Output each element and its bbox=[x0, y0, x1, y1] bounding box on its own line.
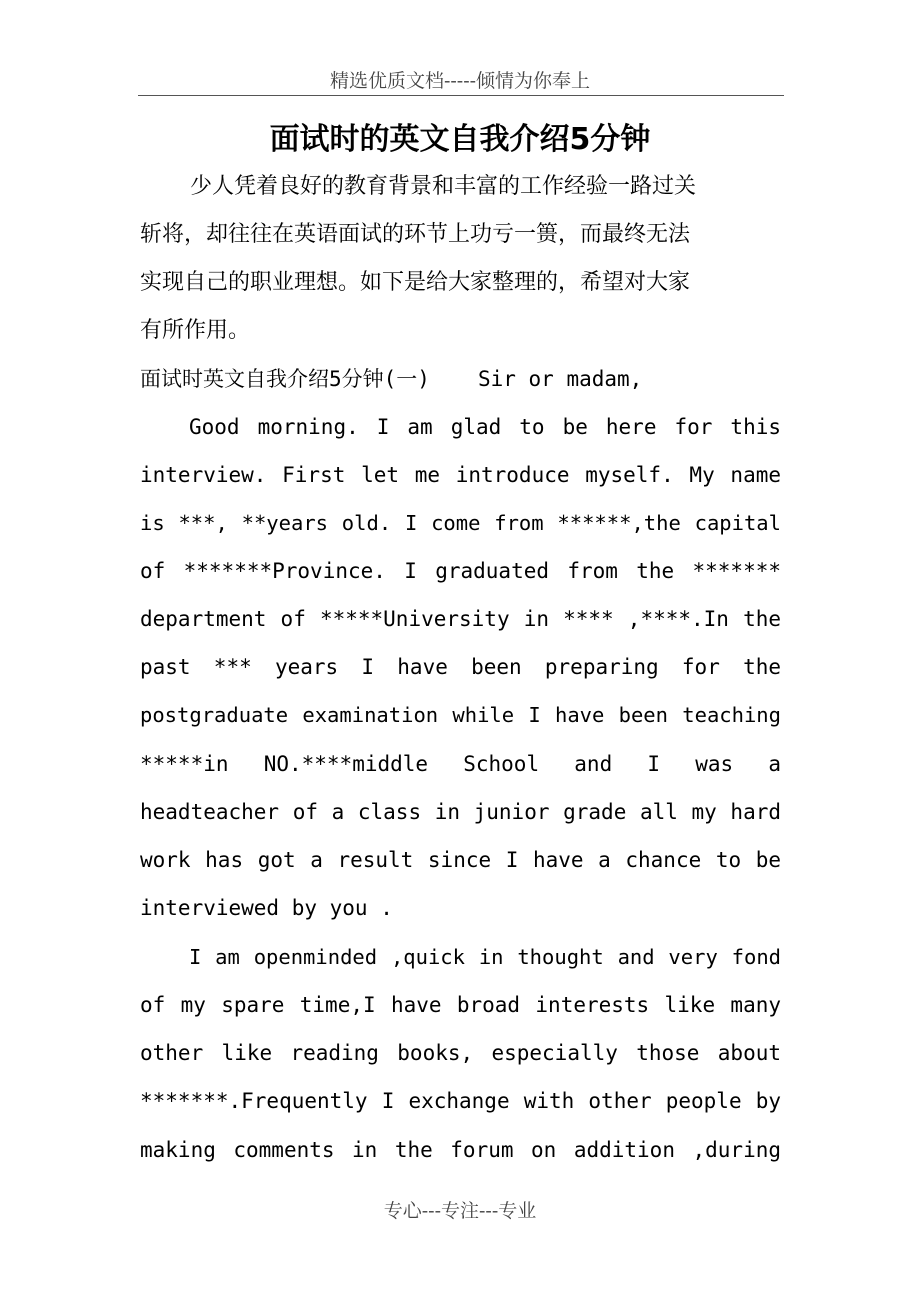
salutation: Sir or madam, bbox=[477, 367, 643, 391]
page-header: 精选优质文档-----倾情为你奉上 bbox=[329, 70, 591, 92]
paragraph2-line: I am openminded ,quick in thought and very fond bbox=[189, 945, 781, 969]
paragraph2-line: other like reading books, especially those about bbox=[140, 1041, 781, 1065]
paragraph1-line: postgraduate examination while I have been teaching bbox=[140, 703, 781, 727]
page-footer: 专心---专注---专业 bbox=[383, 1200, 537, 1222]
paragraph1-line: is ***, **years old. I come from ******,the capital bbox=[140, 511, 781, 535]
intro-line: 有所作用。 bbox=[140, 318, 251, 343]
paragraph1-line: work has got a result since I have a chance to be bbox=[140, 848, 781, 872]
intro-line: 实现自己的职业理想。如下是给大家整理的，希望对大家 bbox=[140, 270, 691, 295]
paragraph2-line: making comments in the forum on addition ,during bbox=[140, 1138, 781, 1162]
paragraph1-line: headteacher of a class in junior grade all my hard bbox=[140, 800, 781, 824]
paragraph1-line: Good morning. I am glad to be here for this bbox=[189, 415, 781, 439]
intro-line: 斩将，却往往在英语面试的环节上功亏一篑，而最终无法 bbox=[140, 222, 691, 247]
paragraph1-line: interviewed by you . bbox=[140, 896, 393, 920]
section-heading: 面试时英文自我介绍5分钟(一) bbox=[140, 367, 430, 391]
paragraph2-line: of my spare time,I have broad interests like many bbox=[140, 993, 781, 1017]
intro-line: 少人凭着良好的教育背景和丰富的工作经验一路过关 bbox=[190, 174, 697, 199]
paragraph1-line: department of *****University in **** ,****.In the bbox=[140, 607, 781, 631]
section-heading-line bbox=[140, 363, 642, 393]
paragraph2-line: *******.Frequently I exchange with other people by bbox=[140, 1089, 781, 1113]
header-divider bbox=[138, 95, 784, 96]
document-title: 面试时的英文自我介绍5分钟 bbox=[269, 122, 651, 157]
paragraph1-line: of *******Province. I graduated from the ******* bbox=[140, 559, 781, 583]
paragraph1-line: past *** years I have been preparing for the bbox=[140, 655, 781, 679]
paragraph1-line: interview. First let me introduce myself. My name bbox=[140, 463, 781, 487]
paragraph1-line: *****in NO.****middle School and I was a bbox=[140, 752, 781, 776]
